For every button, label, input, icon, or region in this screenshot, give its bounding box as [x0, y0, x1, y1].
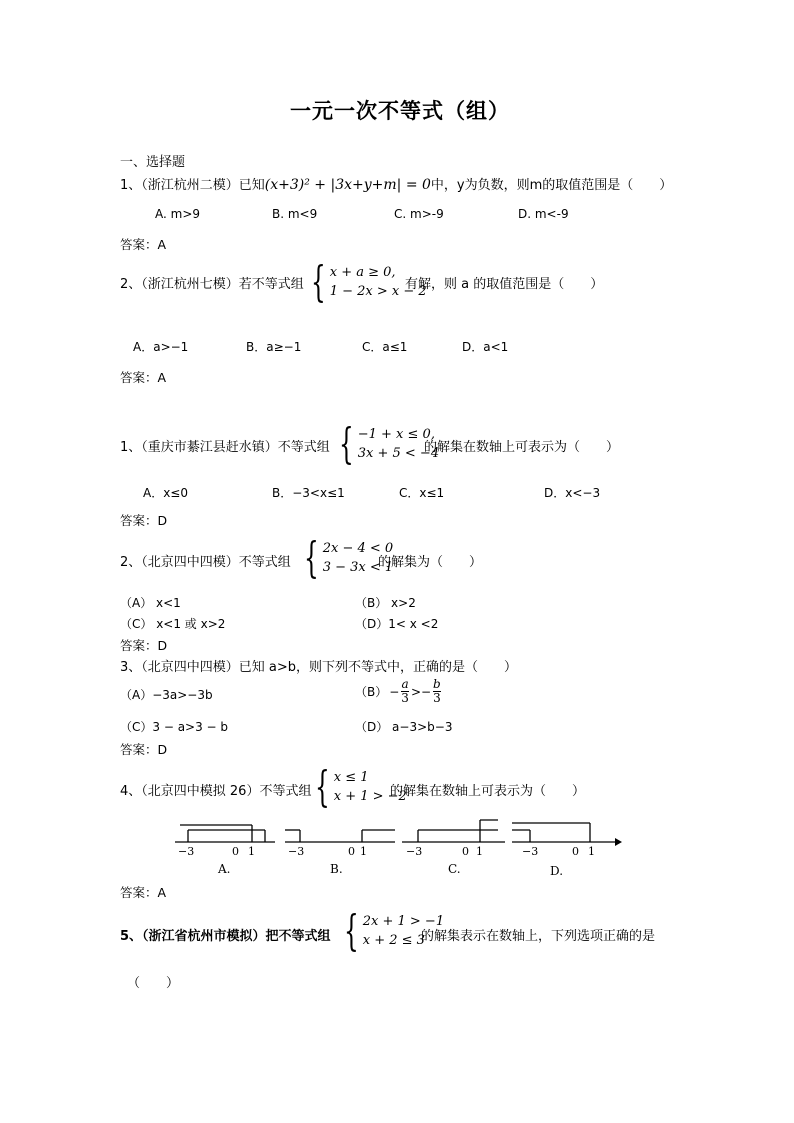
question-2-option-b: B．a≥−1 [246, 340, 302, 354]
question-2-option-c: C．a≤1 [362, 340, 408, 354]
brace-icon: { [339, 419, 354, 468]
question-5-option-a: （A）−3a>−3b [120, 688, 213, 702]
tick-label: −3 [522, 845, 539, 858]
brace-icon: { [311, 257, 326, 306]
question-4-option-b: （B） x>2 [355, 596, 416, 610]
tick-label: 0 [462, 845, 469, 858]
number-line-figures [170, 815, 630, 880]
fraction-a-over-3 [401, 678, 409, 705]
question-6-prefix: 4、（北京四中模拟 26）不等式组 [120, 784, 312, 799]
number-line-a [175, 825, 275, 876]
question-5-answer: 答案：D [120, 742, 168, 757]
question-3-option-d: D．x<−3 [544, 486, 601, 500]
question-5-option-c: （C）3 − a>3 − b [120, 720, 229, 734]
tick-label: 1 [248, 845, 255, 858]
figure-label-b: B. [330, 862, 343, 876]
question-7-prefix: 5、（浙江省杭州市模拟）把不等式组 [120, 929, 331, 944]
brace-icon: { [344, 906, 359, 955]
question-6-suffix: 的解集在数轴上可表示为（ ） [390, 784, 586, 799]
question-3-system-line-1: −1 + x ≤ 0, [357, 427, 435, 442]
minus-sign: − [389, 684, 400, 699]
question-1-option-a: A. m>9 [155, 207, 201, 221]
question-1-answer: 答案：A [120, 237, 167, 252]
question-7-system-line-1: 2x + 1 > −1 [362, 914, 445, 929]
question-5-option-b [355, 678, 441, 705]
question-4-option-a: （A） x<1 [120, 596, 181, 610]
question-5-option-b-label: （B） [355, 685, 388, 699]
tick-label: 1 [476, 845, 483, 858]
section-heading: 一、选择题 [120, 155, 186, 170]
tick-label: −3 [406, 845, 423, 858]
tick-label: 0 [572, 845, 579, 858]
question-4-system-line-1: 2x − 4 < 0 [322, 541, 394, 556]
question-2-option-a: A．a>−1 [133, 340, 189, 354]
question-5-option-d: （D） a−3>b−3 [355, 720, 453, 734]
figure-label-a: A. [218, 862, 231, 876]
question-4-system-line-2: 3 − 3x < 1 [322, 560, 394, 575]
question-7-system-line-2: x + 2 ≤ 3 [362, 933, 425, 948]
question-4-prefix: 2、（北京四中四模）不等式组 [120, 555, 291, 570]
question-7-suffix: 的解集表示在数轴上，下列选项正确的是 [421, 929, 656, 944]
question-3-option-b: B．−3<x≤1 [272, 486, 345, 500]
question-6-system-line-2: x + 1 > −2 [333, 789, 407, 804]
fraction-b-over-3 [433, 678, 441, 705]
question-6-system-line-1: x ≤ 1 [333, 770, 369, 785]
question-3-prefix: 1、（重庆市綦江县赶水镇）不等式组 [120, 440, 330, 455]
brace-icon: { [304, 533, 319, 582]
tick-label: 1 [360, 845, 367, 858]
tick-label: 0 [348, 845, 355, 858]
question-5-prefix: 3、（北京四中四模）已知 a>b，则下列不等式中，正确的是（ ） [120, 660, 518, 675]
question-2-system-line-2: 1 − 2x > x − 2 [329, 284, 427, 299]
question-2-prefix: 2、（浙江杭州七模）若不等式组 [120, 277, 304, 292]
question-1-option-c: C. m>-9 [394, 207, 444, 221]
greater-than-minus: >− [410, 684, 432, 699]
tick-label: −3 [288, 845, 305, 858]
tick-label: −3 [178, 845, 195, 858]
number-line-d [512, 823, 622, 878]
page-title: 一元一次不等式（组） [290, 98, 510, 123]
number-line-b [285, 830, 395, 876]
figure-label-d: D. [550, 864, 564, 878]
question-3-answer: 答案：D [120, 513, 168, 528]
question-3-suffix: 的解集在数轴上可表示为（ ） [424, 440, 620, 455]
question-4-option-c: （C） x<1 或 x>2 [120, 617, 226, 631]
question-1-prefix: 1、（浙江杭州二模）已知 [120, 178, 265, 193]
question-1-formula: (x+3)² + |3x+y+m| = 0 [264, 177, 431, 193]
question-3-option-a: A．x≤0 [143, 486, 189, 500]
question-3-system-line-2: 3x + 5 < −4 [357, 446, 440, 461]
question-4-option-d: （D）1< x <2 [355, 617, 439, 631]
number-line-c [402, 820, 505, 876]
fraction-denominator: 3 [433, 691, 441, 705]
question-2-option-d: D．a<1 [462, 340, 509, 354]
question-2-answer: 答案：A [120, 370, 167, 385]
question-3-option-c: C．x≤1 [399, 486, 445, 500]
question-2-system-line-1: x + a ≥ 0, [329, 265, 396, 280]
question-4-suffix: 的解集为（ ） [378, 555, 483, 570]
fraction-numerator: b [433, 677, 441, 691]
figure-label-c: C. [448, 862, 461, 876]
question-7-blank: （ ） [127, 976, 180, 991]
fraction-denominator: 3 [401, 691, 409, 705]
question-6-answer: 答案：A [120, 885, 167, 900]
question-1-suffix: 中，y为负数，则m的取值范围是（ ） [430, 178, 673, 193]
fraction-numerator: a [401, 677, 409, 691]
question-1-option-b: B. m<9 [272, 207, 318, 221]
brace-icon: { [315, 762, 330, 811]
question-1-stem [120, 174, 672, 193]
question-1-option-d: D. m<-9 [518, 207, 569, 221]
tick-label: 0 [232, 845, 239, 858]
question-4-answer: 答案：D [120, 638, 168, 653]
tick-label: 1 [588, 845, 595, 858]
question-2-suffix: 有解，则 a 的取值范围是（ ） [405, 277, 604, 292]
